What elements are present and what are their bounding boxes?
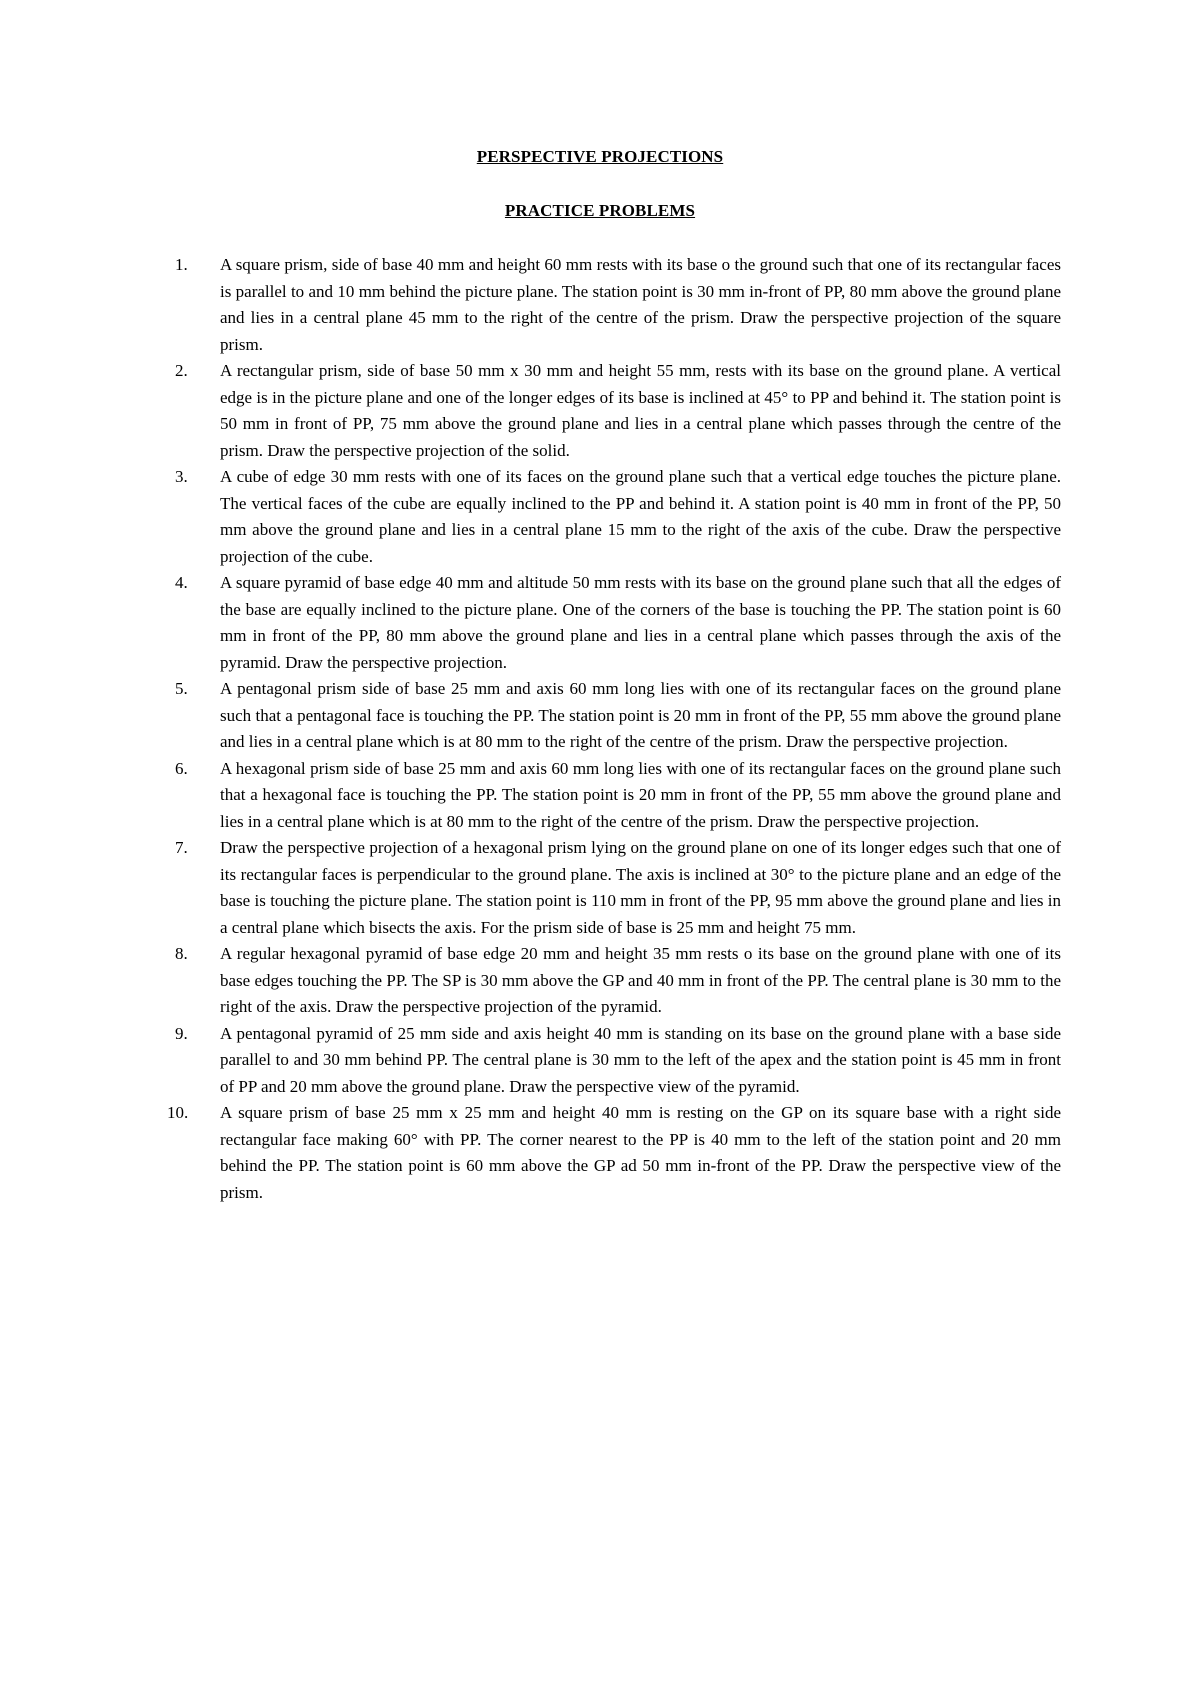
problem-text: A pentagonal pyramid of 25 mm side and axis height 40 mm is standing on its base on the ground plane with a base side parallel to and 30 mm behind PP. The central plane is 30 mm to the left of the apex and the station point is 45 mm in front of PP and 20 mm above the ground plane. Draw the perspective view of the pyramid. xyxy=(220,1023,1061,1096)
problem-item-9 xyxy=(175,1021,1061,1101)
problem-text: A rectangular prism, side of base 50 mm x 30 mm and height 55 mm, rests with its base on the ground plane. A vertical edge is in the picture plane and one of the longer edges of its base is inclined at 45° to PP and behind it. The station point is 50 mm in front of PP, 75 mm above the ground plane and lies in a central plane which passes through the centre of the prism. Draw the perspective projection of the solid. xyxy=(220,361,1061,460)
problem-number: 6. xyxy=(175,758,188,778)
problem-number: 10. xyxy=(167,1103,189,1122)
problem-item-7 xyxy=(175,835,1061,941)
page-subtitle: PRACTICE PROBLEMS xyxy=(504,201,696,220)
problem-number: 1. xyxy=(175,255,188,274)
problem-item-2 xyxy=(175,358,1061,464)
problem-text: A square pyramid of base edge 40 mm and altitude 50 mm rests with its base on the ground plane such that all the edges of the base are equally inclined to the picture plane. One of the corners of the base is touching the PP. The station point is 60 mm in front of the PP, 80 mm above the ground plane and lies in a central plane which passes through the axis of the pyramid. Draw the perspective projection. xyxy=(220,573,1061,672)
problem-number: 4. xyxy=(175,573,188,592)
problem-item-3 xyxy=(175,464,1061,570)
problem-item-6 xyxy=(175,756,1061,836)
problem-number: 7. xyxy=(175,838,188,857)
page-title: PERSPECTIVE PROJECTIONS xyxy=(476,147,724,166)
problem-text: A regular hexagonal pyramid of base edge 20 mm and height 35 mm rests o its base on the ground plane with one of its base edges touching the PP. The SP is 30 mm above the GP and 40 mm in front of the PP. The central plane is 30 mm to the right of the axis. Draw the perspective projection of the pyramid. xyxy=(220,944,1061,1016)
problem-number: 3. xyxy=(175,467,188,486)
problem-number: 8. xyxy=(175,944,188,963)
problem-number: 5. xyxy=(175,679,188,698)
problem-number: 9. xyxy=(175,1023,188,1043)
problem-item-5 xyxy=(175,676,1061,756)
problem-list xyxy=(167,252,1061,1206)
problem-text: A square prism, side of base 40 mm and height 60 mm rests with its base o the ground such that one of its rectangular faces is parallel to and 10 mm behind the picture plane. The station point is 30 mm in-front of PP, 80 mm above the ground plane and lies in a central plane 45 mm to the right of the centre of the prism. Draw the perspective projection of the square prism. xyxy=(220,255,1061,354)
problem-text: A pentagonal prism side of base 25 mm and axis 60 mm long lies with one of its rectangular faces on the ground plane such that a pentagonal face is touching the PP. The station point is 20 mm in front of the PP, 55 mm above the ground plane and lies in a central plane which is at 80 mm to the right of the centre of the prism. Draw the perspective projection. xyxy=(220,679,1061,751)
problem-item-4 xyxy=(175,570,1061,676)
problem-text: A cube of edge 30 mm rests with one of its faces on the ground plane such that a vertical edge touches the picture plane. The vertical faces of the cube are equally inclined to the PP and behind it. A station point is 40 mm in front of the PP, 50 mm above the ground plane and lies in a central plane 15 mm to the right of the axis of the cube. Draw the perspective projection of the cube. xyxy=(220,467,1061,566)
problem-item-1 xyxy=(175,252,1061,358)
problem-text: A hexagonal prism side of base 25 mm and axis 60 mm long lies with one of its rectangular faces on the ground plane such that a hexagonal face is touching the PP. The station point is 20 mm in front of the PP, 55 mm above the ground plane and lies in a central plane which is at 80 mm to the right of the centre of the prism. Draw the perspective projection. xyxy=(220,758,1061,831)
problem-number: 2. xyxy=(175,361,188,380)
problem-text: Draw the perspective projection of a hexagonal prism lying on the ground plane on one of its longer edges such that one of its rectangular faces is perpendicular to the ground plane. The axis is inclined at 30° to the picture plane and an edge of the base is touching the picture plane. The station point is 110 mm in front of the PP, 95 mm above the ground plane and lies in a central plane which bisects the axis. For the prism side of base is 25 mm and height 75 mm. xyxy=(220,838,1061,937)
problem-text: A square prism of base 25 mm x 25 mm and height 40 mm is resting on the GP on its square base with a right side rectangular face making 60° with PP. The corner nearest to the PP is 40 mm to the left of the station point and 20 mm behind the PP. The station point is 60 mm above the GP ad 50 mm in-front of the PP. Draw the perspective view of the prism. xyxy=(220,1103,1061,1202)
problem-item-8 xyxy=(175,941,1061,1021)
problem-item-10 xyxy=(167,1100,1061,1206)
